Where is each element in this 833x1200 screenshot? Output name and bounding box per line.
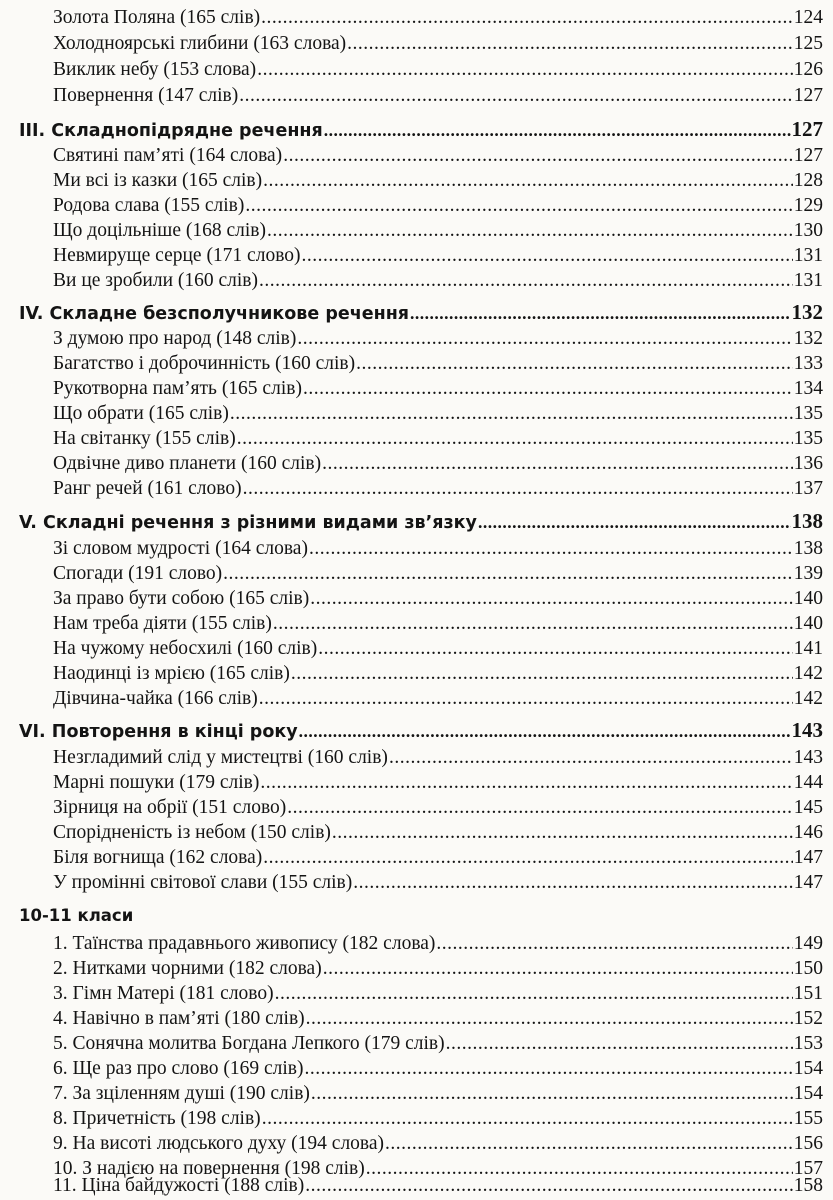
entry-page: 158 (793, 1175, 823, 1196)
dot-leader (303, 376, 793, 402)
toc-entry (0, 870, 823, 896)
toc-entry (0, 5, 823, 31)
dot-leader (262, 1106, 793, 1132)
dot-leader (275, 981, 793, 1007)
entry-page: 156 (793, 1133, 823, 1154)
dot-leader (259, 268, 793, 294)
section-page: 138 (791, 509, 823, 533)
entry-page: 135 (793, 403, 823, 424)
section-title: IV. Складне безсполучникове речення (19, 304, 410, 324)
entry-page: 143 (793, 747, 823, 768)
section-heading-4 (0, 299, 823, 325)
toc-entry (0, 1131, 823, 1157)
entry-page: 140 (793, 588, 823, 609)
entry-page: 145 (793, 797, 823, 818)
dot-leader (385, 1131, 793, 1157)
entry-title: 7. За зціленням душі (190 слів) (53, 1083, 310, 1104)
entry-title: Незгладимий слід у мистецтві (160 слів) (53, 747, 388, 768)
toc-entry (0, 476, 823, 502)
entry-title: Біля вогнища (162 слова) (53, 847, 263, 868)
entry-title: Зі словом мудрості (164 слова) (53, 538, 308, 559)
entry-page: 134 (793, 378, 823, 399)
entry-page: 144 (793, 772, 823, 793)
entry-title: Марні пошуки (179 слів) (53, 772, 260, 793)
entry-title: У промінні світової слави (155 слів) (53, 872, 353, 893)
entry-title: Що обрати (165 слів) (53, 403, 229, 424)
dot-leader (446, 1031, 793, 1057)
entry-title: Ми всі із казки (165 слів) (53, 170, 263, 191)
entry-title: Зірниця на обрії (151 слово) (53, 797, 287, 818)
toc-entry (0, 401, 823, 427)
toc-entry (0, 1081, 823, 1107)
dot-leader (239, 83, 792, 109)
dot-leader (287, 795, 792, 821)
entry-title: Наодинці із мрією (165 слів) (53, 663, 290, 684)
dot-leader (283, 143, 793, 169)
toc-entry (0, 426, 823, 452)
entry-page: 135 (793, 428, 823, 449)
entry-page: 142 (793, 663, 823, 684)
toc-entry (0, 661, 823, 687)
toc-entry (0, 956, 823, 982)
toc-entry (0, 1174, 823, 1198)
section-page: 132 (791, 300, 823, 324)
entry-page: 150 (793, 958, 823, 979)
dot-leader (230, 401, 793, 427)
section-heading-5 (0, 508, 823, 534)
entry-page: 138 (793, 538, 823, 559)
entry-title: 1. Таїнства прадавнього живопису (182 слова) (53, 933, 436, 954)
dot-leader (310, 586, 793, 612)
toc-entry (0, 611, 823, 637)
toc-entry (0, 57, 823, 83)
toc-entry (0, 351, 823, 377)
section-title: V. Складні речення з різними видами зв’язку (19, 513, 477, 533)
dot-leader (306, 1006, 793, 1032)
dot-leader (243, 476, 793, 502)
entry-page: 129 (793, 195, 823, 216)
entry-page: 125 (793, 33, 823, 54)
toc-entry (0, 193, 823, 219)
toc-entry (0, 31, 823, 57)
entry-page: 136 (793, 453, 823, 474)
entry-page: 124 (793, 7, 823, 28)
toc-entry (0, 268, 823, 294)
toc-entry (0, 326, 823, 352)
entry-title: 9. На висоті людського духу (194 слова) (53, 1133, 385, 1154)
entry-page: 131 (793, 270, 823, 291)
dot-leader (309, 536, 793, 562)
entry-title: Одвічне диво планети (160 слів) (53, 453, 322, 474)
toc-entry (0, 931, 823, 957)
dot-leader (263, 168, 793, 194)
entry-page: 146 (793, 822, 823, 843)
entry-page: 153 (793, 1033, 823, 1054)
entry-title: Золота Поляна (165 слів) (53, 7, 261, 28)
entry-page: 137 (793, 478, 823, 499)
toc-entry (0, 451, 823, 477)
entry-page: 155 (793, 1108, 823, 1129)
entry-page: 132 (793, 328, 823, 349)
entry-title: Невмируще серце (171 слово) (53, 245, 301, 266)
entry-page: 133 (793, 353, 823, 374)
entry-title: Холодноярські глибини (163 слова) (53, 33, 347, 54)
dot-leader (261, 5, 793, 31)
entry-title: З думою про народ (148 слів) (53, 328, 297, 349)
toc-entry (0, 981, 823, 1007)
dot-leader (323, 956, 793, 982)
entry-title: 4. Навічно в пам’яті (180 слів) (53, 1008, 305, 1029)
dot-leader (324, 117, 791, 143)
entry-title: 8. Причетність (198 слів) (53, 1108, 261, 1129)
dot-leader (305, 1174, 793, 1198)
entry-page: 154 (793, 1083, 823, 1104)
toc-entry (0, 1056, 823, 1082)
entry-title: 10. З надією на повернення (198 слів) (53, 1158, 365, 1179)
entry-title: Спорідненість із небом (150 слів) (53, 822, 331, 843)
entry-page: 151 (793, 983, 823, 1004)
entry-title: Багатство і доброчинність (160 слів) (53, 353, 356, 374)
toc-entry (0, 218, 823, 244)
entry-page: 140 (793, 613, 823, 634)
toc-entry (0, 1006, 823, 1032)
section-heading-6 (0, 717, 823, 743)
section-title: III. Складнопідрядне речення (19, 121, 323, 141)
entry-page: 131 (793, 245, 823, 266)
entry-page: 127 (793, 85, 823, 106)
entry-title: Ви це зробили (160 слів) (53, 270, 259, 291)
entry-page: 157 (793, 1158, 823, 1179)
toc-entry (0, 586, 823, 612)
toc-entry (0, 83, 823, 109)
dot-leader (311, 1081, 793, 1107)
dot-leader (260, 770, 792, 796)
dot-leader (259, 686, 793, 712)
dot-leader (389, 745, 793, 771)
toc-entry (0, 376, 823, 402)
toc-entry (0, 143, 823, 169)
dot-leader (356, 351, 793, 377)
toc-entry (0, 820, 823, 846)
dot-leader (273, 611, 793, 637)
entry-title: 11. Ціна байдужості (188 слів) (53, 1175, 305, 1196)
entry-page: 130 (793, 220, 823, 241)
dot-leader (302, 243, 793, 269)
entry-title: Рукотворна пам’ять (165 слів) (53, 378, 302, 399)
dot-leader (332, 820, 793, 846)
entry-title: За право бути собою (165 слів) (53, 588, 310, 609)
dot-leader (322, 451, 793, 477)
grades-heading: 10-11 класи (19, 906, 134, 925)
section-page: 143 (791, 718, 823, 742)
entry-page: 139 (793, 563, 823, 584)
entry-title: 2. Нитками чорними (182 слова) (53, 958, 322, 979)
entry-title: Святині пам’яті (164 слова) (53, 145, 283, 166)
entry-title: Виклик небу (153 слова) (53, 59, 257, 80)
entry-page: 126 (793, 59, 823, 80)
section-heading-3 (0, 116, 823, 142)
entry-page: 147 (793, 872, 823, 893)
entry-page: 141 (793, 638, 823, 659)
dot-leader (291, 661, 793, 687)
entry-title: 3. Гімн Матері (181 слово) (53, 983, 274, 1004)
dot-leader (297, 326, 792, 352)
entry-page: 154 (793, 1058, 823, 1079)
dot-leader (304, 1056, 792, 1082)
dot-leader (347, 31, 793, 57)
entry-page: 152 (793, 1008, 823, 1029)
entry-title: Що доцільніше (168 слів) (53, 220, 266, 241)
toc-entry (0, 243, 823, 269)
entry-title: 6. Ще раз про слово (169 слів) (53, 1058, 304, 1079)
entry-title: Дівчина-чайка (166 слів) (53, 688, 258, 709)
dot-leader (267, 218, 793, 244)
toc-entry (0, 536, 823, 562)
toc-entry (0, 168, 823, 194)
toc-entry (0, 1031, 823, 1057)
toc-entry (0, 561, 823, 587)
dot-leader (318, 636, 793, 662)
toc-entry (0, 745, 823, 771)
entry-title: Ранг речей (161 слово) (53, 478, 242, 499)
entry-title: Спогади (191 слово) (53, 563, 223, 584)
toc-entry (0, 795, 823, 821)
section-title: VI. Повторення в кінці року (19, 722, 298, 742)
entry-title: Родова слава (155 слів) (53, 195, 245, 216)
entry-title: Повернення (147 слів) (53, 85, 239, 106)
toc-entry (0, 1106, 823, 1132)
entry-title: На чужому небосхилі (160 слів) (53, 638, 318, 659)
toc-entry (0, 770, 823, 796)
entry-page: 127 (793, 145, 823, 166)
entry-page: 128 (793, 170, 823, 191)
entry-title: На світанку (155 слів) (53, 428, 236, 449)
dot-leader (263, 845, 792, 871)
dot-leader (299, 718, 791, 744)
entry-title: 5. Сонячна молитва Богдана Лепкого (179 слів) (53, 1033, 445, 1054)
entry-title: Нам треба діяти (155 слів) (53, 613, 272, 634)
toc-entry (0, 686, 823, 712)
section-page: 127 (791, 117, 823, 141)
dot-leader (223, 561, 793, 587)
dot-leader (245, 193, 792, 219)
entry-page: 149 (793, 933, 823, 954)
dot-leader (410, 300, 790, 326)
entry-page: 147 (793, 847, 823, 868)
toc-entry (0, 636, 823, 662)
dot-leader (436, 931, 792, 957)
toc-entry (0, 845, 823, 871)
dot-leader (478, 509, 791, 535)
dot-leader (237, 426, 793, 452)
dot-leader (257, 57, 793, 83)
entry-page: 142 (793, 688, 823, 709)
dot-leader (353, 870, 792, 896)
